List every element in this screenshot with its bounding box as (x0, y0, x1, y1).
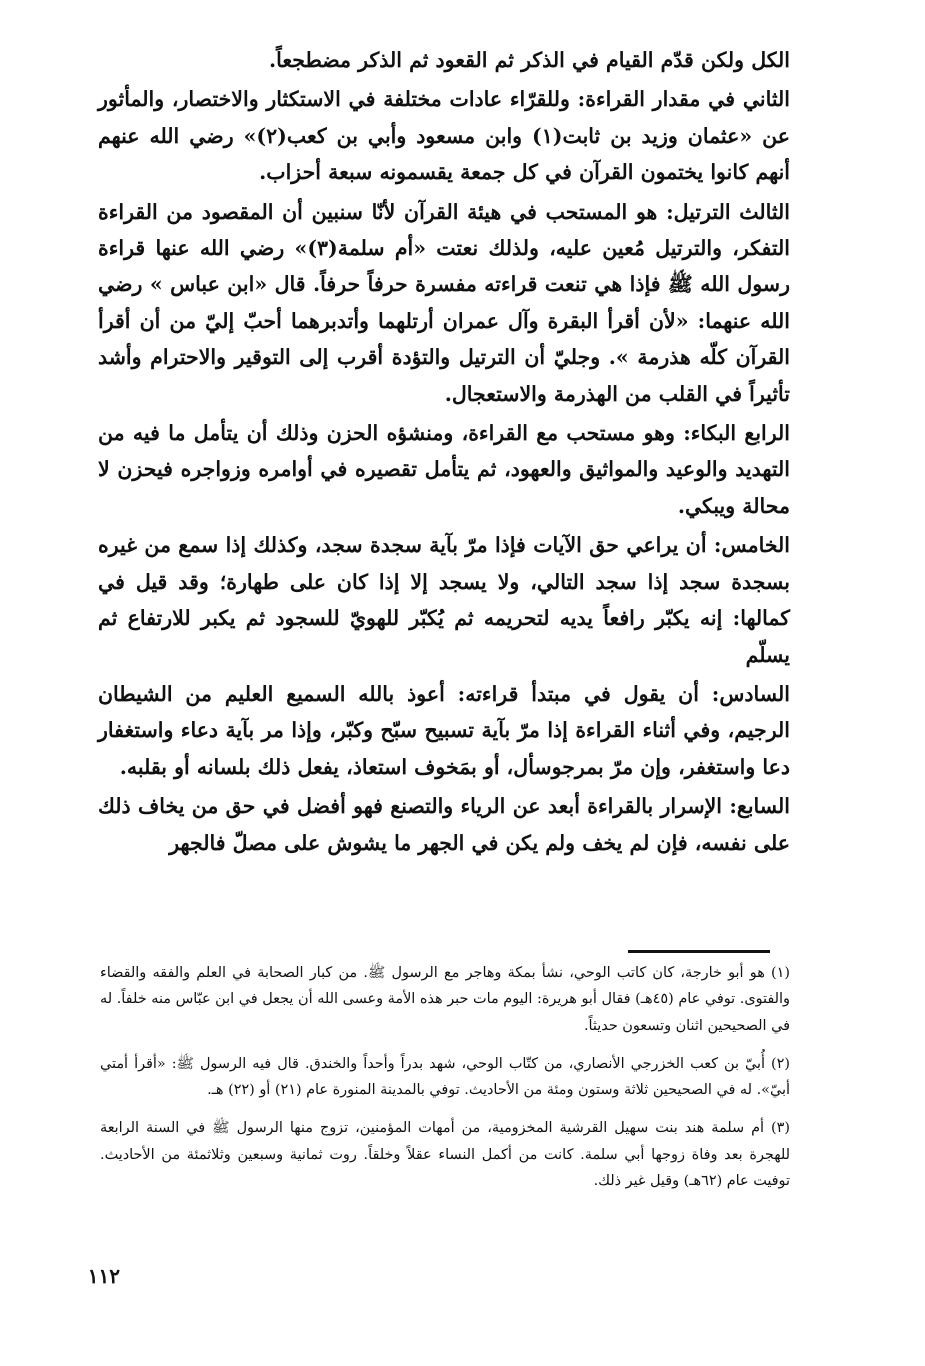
paragraph-fourth-weeping: الرابع البكاء: وهو مستحب مع القراءة، ومنشؤه الحزن وذلك أن يتأمل ما فيه من التهديد والوعيد والمواثيق والعهود، ثم يتأمل تقصيره في أوامره وزواجره فيحزن لا محالة ويبكي. (98, 421, 790, 518)
paragraph-sixth-isti-adha: السادس: أن يقول في مبتدأ قراءته: أعوذ بالله السميع العليم من الشيطان الرجيم، وفي أثناء القراءة إذا مرّ بآية تسبيح سبّح وكبّر، وإذا مر بآية دعاء واستغفار دعا واستغفر، وإن مرّ بمرجوسأل، أو بمَخوف استعاذ، يفعل ذلك بلسانه أو بقلبه. (98, 681, 790, 779)
paragraph-seventh-secrecy: السابع: الإسرار بالقراءة أبعد عن الرياء والتصنع فهو أفضل في حق من يخاف ذلك على نفسه، فإن لم يخف ولم يكن في الجهر ما يشوش على مصلّ فالجهر (98, 794, 790, 855)
main-text (98, 42, 790, 864)
footnote-3: (٣) أم سلمة هند بنت سهيل القرشية المخزومية، من أمهات المؤمنين، تزوج منها الرسول ﷺ في السنة الرابعة للهجرة بعد وفاة زوجها أبي سلمة. كانت من أكمل النساء عقلاً وخلقاً. روت ثمانية وسبعين وثلاثمئة من الأحاديث. توفيت عام (٦٢هـ) وقيل غير ذلك. (100, 1120, 790, 1190)
paragraph-intro-continuation: الكل ولكن قدّم القيام في الذكر ثم القعود ثم الذكر مضطجعاً. (268, 48, 790, 72)
paragraph-third-tartil: الثالث الترتيل: هو المستحب في هيئة القرآن لأنّا سنبين أن المقصود من القراءة التفكر، والترتيل مُعين عليه، ولذلك نعتت «أم سلمة(٣)» رضي الله عنها قراءة رسول الله ﷺ فإذا هي تنعت قراءته مفسرة حرفاً حرفاً. قال «ابن عباس » رضي الله عنهما: «لأن أقرأ البقرة وآل عمران أرتلهما وأتدبرهما أحبّ إليّ من أن أقرأ القرآن كلّه هذرمة ». وجليّ أن الترتيل والتؤدة أقرب إلى التوقير والاحترام وأشد تأثيراً في القلب من الهذرمة والاستعجال. (98, 199, 790, 406)
footnote-separator (628, 950, 770, 953)
footnote-1: (١) هو أبو خارجة، كان كاتب الوحي، نشأ بمكة وهاجر مع الرسول ﷺ. من كبار الصحابة في العلم والفقه والقضاء والفتوى. توفي عام (٤٥هـ) فقال أبو هريرة: اليوم مات حبر هذه الأمة وعسى الله أن يجعل في ابن عبّاس منه خلفاً. له في الصحيحين اثنان وتسعون حديثاً. (100, 965, 790, 1034)
paragraph-fifth-prostration: الخامس: أن يراعي حق الآيات فإذا مرّ بآية سجدة سجد، وكذلك إذا سمع من غيره بسجدة سجد إذا سجد التالي، ولا يسجد إلا إذا كان على طهارة؛ وقد قيل في كمالها: إنه يكبّر رافعاً يديه لتحريمه ثم يُكبّر للهويّ للسجود ثم يكبر للارتفاع ثم يسلّم (98, 533, 790, 667)
footnote-2: (٢) أُبيّ بن كعب الخزرجي الأنصاري، من كتّاب الوحي، شهد بدراً وأحداً والخندق. قال فيه الرسول ﷺ: «أقرأ أمتي أبيّ». له في الصحيحين ثلاثة وستون ومئة من الأحاديث. توفي بالمدينة المنورة عام (٢١) أو (٢٢) هـ. (100, 1055, 790, 1099)
footnotes (100, 960, 790, 1206)
paragraph-second-amount: الثاني في مقدار القراءة: وللقرّاء عادات مختلفة في الاستكثار والاختصار، والمأثور عن «عثمان وزيد بن ثابت(١) وابن مسعود وأبي بن كعب(٢)» رضي الله عنهم أنهم كانوا يختمون القرآن في كل جمعة يقسمونه سبعة أحزاب. (98, 87, 790, 185)
page-number: ١١٢ (87, 1264, 120, 1288)
